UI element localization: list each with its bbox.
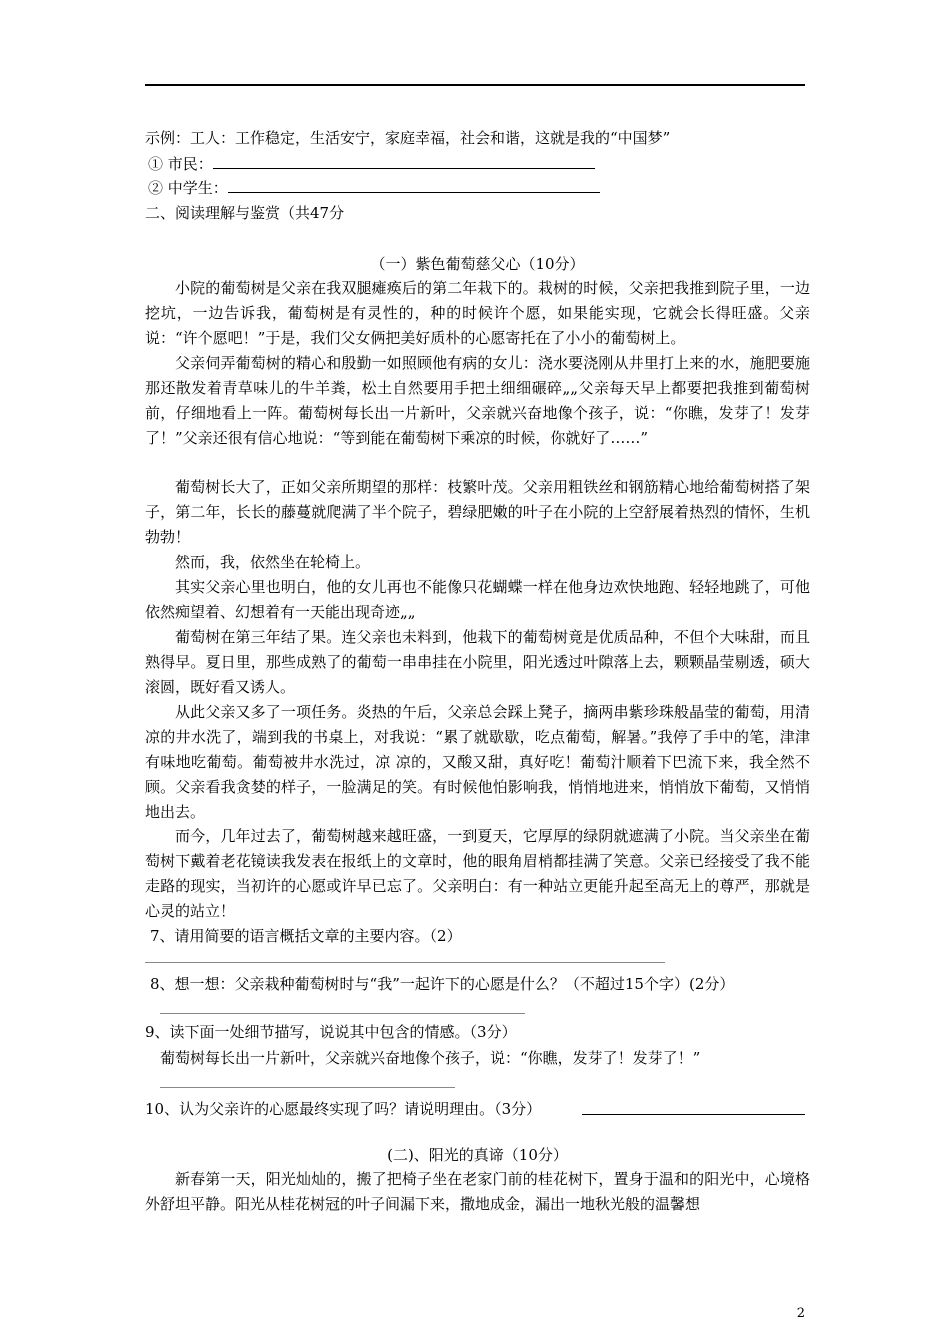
question-10 — [145, 1099, 541, 1119]
passage-1-paragraph-7: 从此父亲又多了一项任务。炎热的午后，父亲总会踩上凳子，摘两串紫珍珠般晶莹的葡萄，用清凉的井水洗了，端到我的书桌上，对我说：“累了就歇歇，吃点葡萄，解暑。”我停了手中的笔，津津有味地吃葡萄。葡萄被井水洗过，凉 凉的，又酸又甜，真好吃！葡萄汁顺着下巴流下来，我全然不顾。父亲看我贪婪的样子，一脸满足的笑。有时候他怕影响我，悄悄地进来，悄悄放下葡萄，又悄悄地出去。 — [145, 703, 810, 821]
passage-2-paragraph-1: 新春第一天，阳光灿灿的，搬了把椅子坐在老家门前的桂花树下，置身于温和的阳光中，心境格外舒坦平静。阳光从桂花树冠的叶子间漏下来，撒地成金，漏出一地秋光般的温馨想 — [145, 1170, 810, 1213]
passage-1-paragraph-2: 父亲伺弄葡萄树的精心和殷勤一如照顾他有病的女儿：浇水要浇刚从井里打上来的水，施肥要施那还散发着青草味儿的牛羊粪，松土自然要用手把土细细碾碎„„父亲每天早上都要把我推到葡萄树前，仔细地看上一阵。葡萄树每长出一片新叶，父亲就兴奋地像个孩子，说：“你瞧，发芽了！发芽了！”父亲还很有信心地说：“等到能在葡萄树下乘凉的时候，你就好了……” — [145, 354, 810, 447]
question-9: 9、读下面一处细节描写，说说其中包含的情感。（3分） — [145, 1023, 517, 1041]
answer-blank-citizen[interactable] — [213, 154, 595, 169]
example-line: 示例：工人：工作稳定，生活安宁，家庭幸福，社会和谐，这就是我的“中国梦” — [145, 129, 671, 147]
passage-1-paragraph-5: 其实父亲心里也明白，他的女儿再也不能像只花蝴蝶一样在他身边欢快地跑、轻轻地跳了，可他依然痴望着、幻想着有一天能出现奇迹„„ — [145, 578, 810, 621]
answer-line-10[interactable] — [582, 1114, 805, 1115]
page-number: 2 — [796, 1306, 805, 1321]
passage-1-title: （一）紫色葡萄慈父心（10分） — [370, 255, 585, 273]
header-rule — [145, 84, 805, 86]
question-citizen — [148, 154, 595, 174]
question-7: 7、请用简要的语言概括文章的主要内容。（2） — [150, 927, 462, 945]
question-10-label: 10、认为父亲许的心愿最终实现了吗？请说明理由。（3分） — [145, 1100, 542, 1118]
answer-line-9[interactable] — [160, 1087, 455, 1088]
passage-1-paragraph-1: 小院的葡萄树是父亲在我双腿瘫痪后的第二年栽下的。栽树的时候，父亲把我推到院子里，一边挖坑，一边告诉我，葡萄树是有灵性的，种的时候许个愿，如果能实现，它就会长得旺盛。父亲说：“许个愿吧！”于是，我们父女俩把美好质朴的心愿寄托在了小小的葡萄树上。 — [145, 279, 810, 347]
question-8: 8、想一想：父亲栽种葡萄树时与“我”一起许下的心愿是什么？（不超过15个字）(2分） — [150, 975, 735, 993]
passage-1-paragraph-6: 葡萄树在第三年结了果。连父亲也未料到，他栽下的葡萄树竟是优质品种，不但个大味甜，而且熟得早。夏日里，那些成熟了的葡萄一串串挂在小院里，阳光透过叶隙落上去，颗颗晶莹剔透，硕大滚圆，既好看又诱人。 — [145, 628, 810, 696]
question-citizen-label: ① 市民： — [148, 155, 213, 173]
answer-blank-student[interactable] — [228, 178, 600, 193]
answer-line-7[interactable] — [145, 962, 665, 963]
question-9-quote: 葡萄树每长出一片新叶，父亲就兴奋地像个孩子，说：“你瞧，发芽了！发芽了！” — [160, 1049, 701, 1067]
passage-1-paragraph-8: 而今，几年过去了，葡萄树越来越旺盛，一到夏天，它厚厚的绿阴就遮满了小院。当父亲坐在葡萄树下戴着老花镜读我发表在报纸上的文章时，他的眼角眉梢都挂满了笑意。父亲已经接受了我不能走路的现实，当初许的心愿或许早已忘了。父亲明白：有一种站立更能升起至高无上的尊严，那就是心灵的站立！ — [145, 827, 810, 920]
answer-line-8[interactable] — [160, 1013, 525, 1014]
section-2-title: 二、阅读理解与鉴赏（共47分 — [145, 204, 345, 222]
passage-1-paragraph-3: 葡萄树长大了，正如父亲所期望的那样：枝繁叶茂。父亲用粗铁丝和钢筋精心地给葡萄树搭了架子，第二年，长长的藤蔓就爬满了半个院子，碧绿肥嫩的叶子在小院的上空舒展着热烈的情怀，生机勃勃！ — [145, 478, 810, 546]
passage-1-paragraph-4: 然而，我，依然坐在轮椅上。 — [175, 553, 371, 571]
question-student — [148, 178, 600, 198]
passage-2-title: (二)、阳光的真谛（10分） — [387, 1146, 568, 1164]
question-student-label: ② 中学生： — [148, 179, 228, 197]
